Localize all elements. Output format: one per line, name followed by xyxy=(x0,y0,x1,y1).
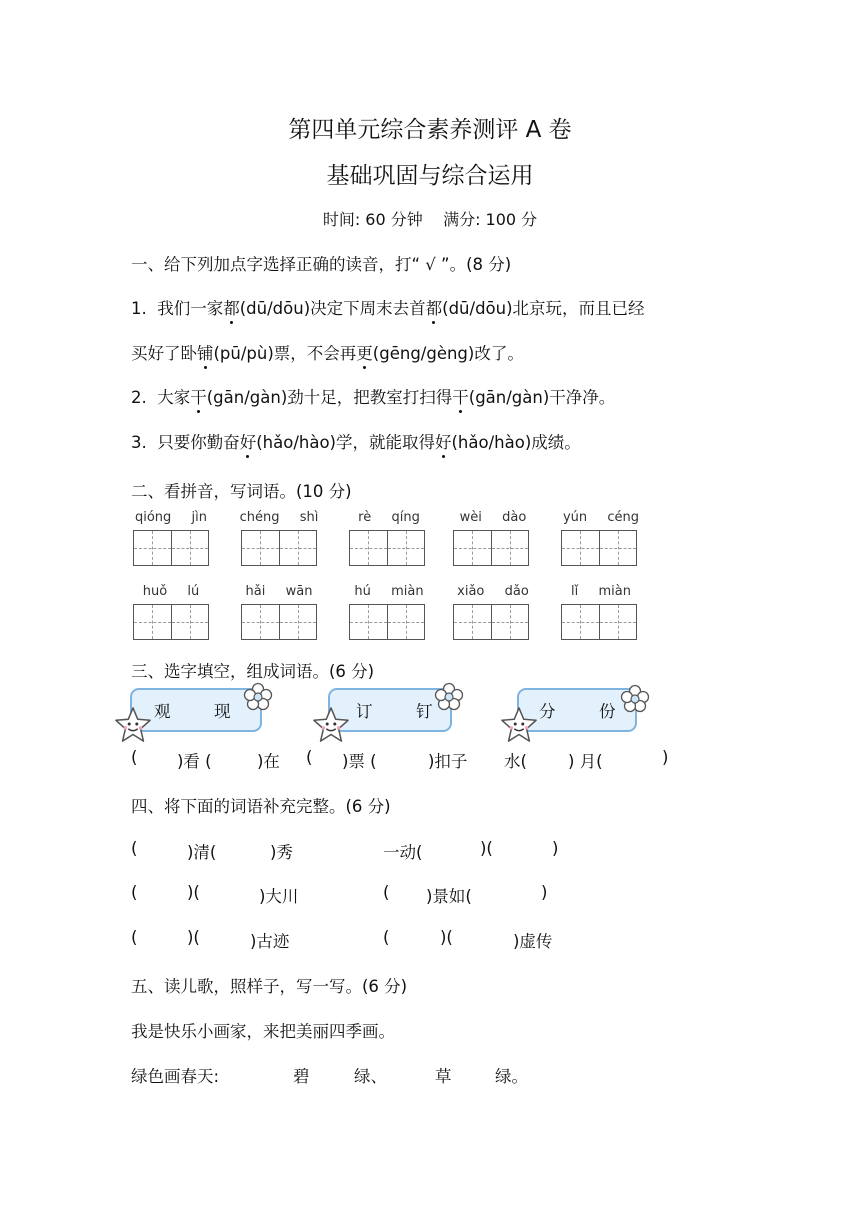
example-word: 碧 xyxy=(293,1067,310,1086)
blank-text: )古迹 xyxy=(250,932,290,951)
flower-icon xyxy=(620,684,650,714)
blank-text: )大川 xyxy=(259,887,299,906)
blank-text: )票 ( xyxy=(342,752,377,771)
blank-open: ( xyxy=(131,839,138,858)
blank-text: 一动( xyxy=(383,843,423,862)
blank-text: )在 xyxy=(257,752,280,771)
writing-grid[interactable] xyxy=(133,530,209,566)
flower-icon xyxy=(243,682,273,712)
pinyin-label: lǐ miàn xyxy=(571,584,631,599)
blank-open: ( xyxy=(383,928,390,947)
choice-char: 现 xyxy=(214,702,231,721)
q1-line-4: 3. 只要你勤奋好(hǎo/hào)学，就能取得好(hǎo/hào)成绩。 xyxy=(131,429,581,453)
blank-open: ( xyxy=(131,928,138,947)
blank-close: ) xyxy=(541,883,548,902)
exam-info: 时间: 60 分钟 满分: 100 分 xyxy=(322,210,538,229)
dotted-char: 更 xyxy=(356,340,373,364)
q1-line-3: 2. 大家干(gān/gàn)劲十足，把教室打扫得干(gān/gàn)干净净。 xyxy=(131,384,615,408)
blank-text: )看 ( xyxy=(177,752,212,771)
flower-icon xyxy=(434,682,464,712)
q1-line-2: 买好了卧铺(pū/pù)票，不会再更(gēng/gèng)改了。 xyxy=(131,340,524,364)
pinyin-label: yún céng xyxy=(562,510,640,525)
blank-close: ) xyxy=(662,748,669,767)
blank-text: )秀 xyxy=(270,843,293,862)
blank-open: ( xyxy=(131,748,138,767)
example-word: 绿。 xyxy=(495,1067,528,1086)
pinyin-label: wèi dào xyxy=(459,510,527,525)
pinyin-label: rè qíng xyxy=(358,510,420,525)
q2-heading: 二、看拼音，写词语。(10 分) xyxy=(131,482,352,501)
q1-heading: 一、给下列加点字选择正确的读音，打“ √ ”。(8 分) xyxy=(131,255,512,274)
dotted-char: 干 xyxy=(452,384,469,408)
blank-open: ( xyxy=(131,883,138,902)
dotted-char: 都 xyxy=(426,295,443,319)
pinyin-label: hú miàn xyxy=(354,584,424,599)
blank-text: )( xyxy=(480,839,493,858)
blank-text: )扣子 xyxy=(428,752,468,771)
page-subtitle: 基础巩固与综合运用 xyxy=(326,163,534,189)
blank-text: )( xyxy=(440,928,453,947)
choice-char: 钉 xyxy=(416,702,433,721)
dotted-char: 都 xyxy=(223,295,240,319)
writing-grid[interactable] xyxy=(349,530,425,566)
example-label: 绿色画春天: xyxy=(131,1067,220,1086)
blank-text: )( xyxy=(187,928,200,947)
choice-char: 订 xyxy=(356,702,373,721)
pinyin-label: qióng jìn xyxy=(134,510,208,525)
q3-heading: 三、选字填空，组成词语。(6 分) xyxy=(131,662,375,681)
choice-char: 份 xyxy=(599,702,616,721)
pinyin-label: hǎi wān xyxy=(245,584,313,599)
example-word: 草 xyxy=(435,1067,452,1086)
blank-text: )虚传 xyxy=(513,932,553,951)
dotted-char: 好 xyxy=(435,429,452,453)
blank-text: )( xyxy=(187,883,200,902)
page-title: 第四单元综合素养测评 A 卷 xyxy=(288,117,572,143)
choice-char: 观 xyxy=(154,702,171,721)
writing-grid[interactable] xyxy=(349,604,425,640)
blank-open: ( xyxy=(383,883,390,902)
smiling-star-icon xyxy=(114,706,152,744)
smiling-star-icon xyxy=(500,706,538,744)
writing-grid[interactable] xyxy=(561,530,637,566)
q1-line-1: 1. 我们一家都(dū/dōu)决定下周末去首都(dū/dōu)北京玩，而且已经 xyxy=(131,295,645,319)
q4-heading: 四、将下面的词语补充完整。(6 分) xyxy=(131,797,391,816)
dotted-char: 铺 xyxy=(197,340,214,364)
blank-close: ) xyxy=(552,839,559,858)
pinyin-label: huǒ lú xyxy=(142,584,200,599)
writing-grid[interactable] xyxy=(453,604,529,640)
example-word: 绿、 xyxy=(354,1067,387,1086)
writing-grid[interactable] xyxy=(241,530,317,566)
writing-grid[interactable] xyxy=(561,604,637,640)
dotted-char: 好 xyxy=(240,429,257,453)
blank-text: )景如( xyxy=(426,887,472,906)
pinyin-label: xiǎo dǎo xyxy=(457,584,529,599)
dotted-char: 干 xyxy=(190,384,207,408)
blank-text: ) 月( xyxy=(568,752,603,771)
blank-open: ( xyxy=(306,748,313,767)
writing-grid[interactable] xyxy=(241,604,317,640)
pinyin-label: chéng shì xyxy=(239,510,319,525)
poem-line: 我是快乐小画家，来把美丽四季画。 xyxy=(131,1022,395,1041)
writing-grid[interactable] xyxy=(453,530,529,566)
smiling-star-icon xyxy=(312,706,350,744)
q5-heading: 五、读儿歌，照样子，写一写。(6 分) xyxy=(131,977,408,996)
writing-grid[interactable] xyxy=(133,604,209,640)
blank-text: )清( xyxy=(187,843,217,862)
choice-char: 分 xyxy=(539,702,556,721)
blank-text: 水( xyxy=(504,752,527,771)
